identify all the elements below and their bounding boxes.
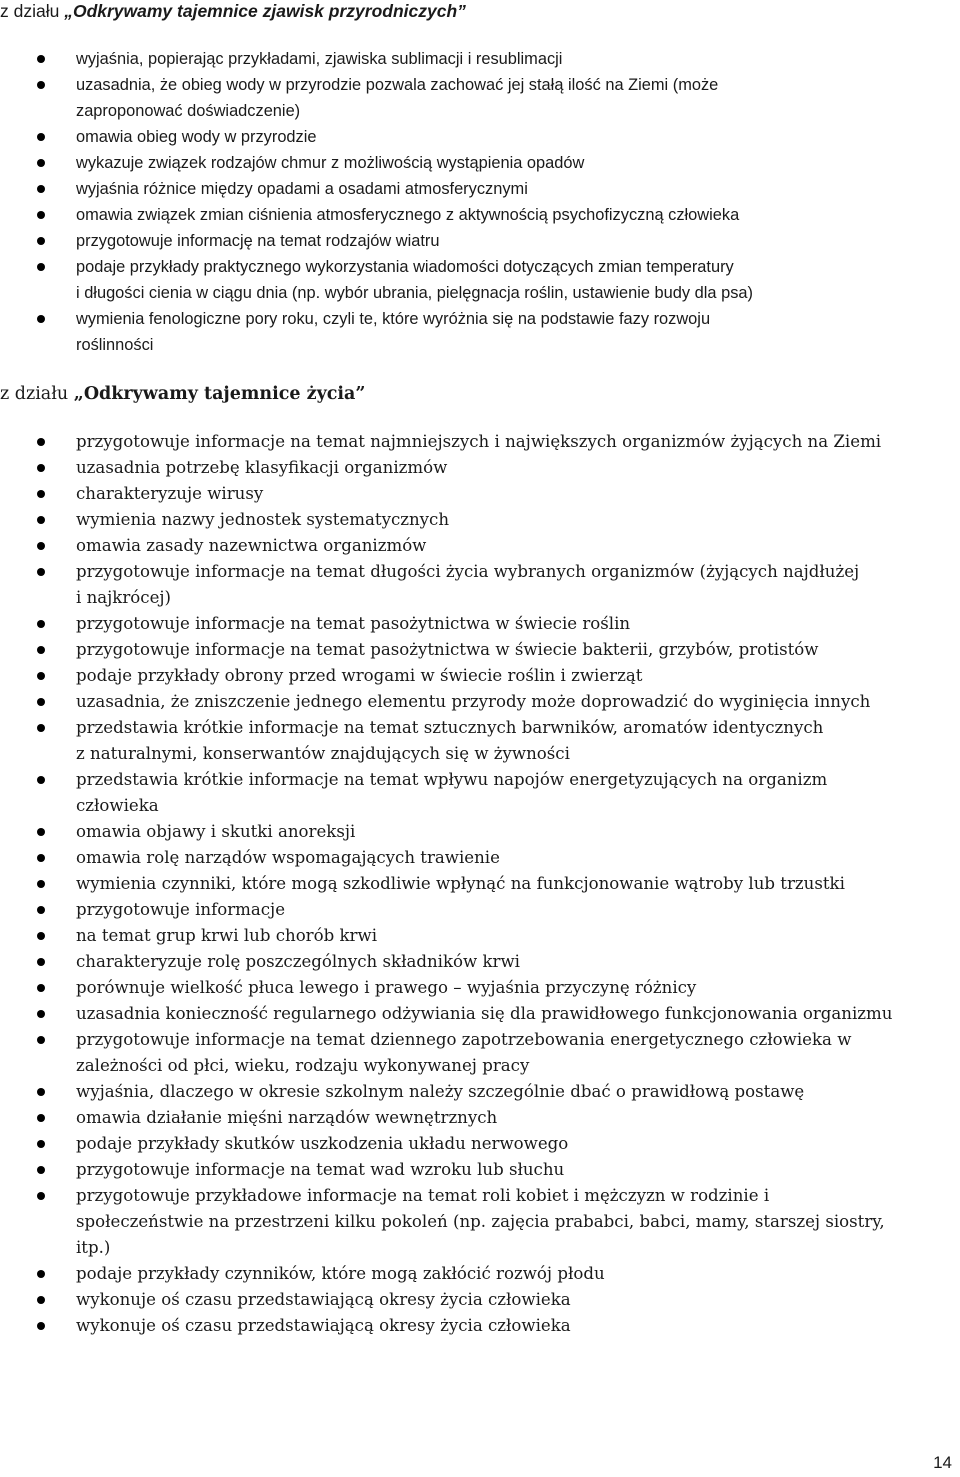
bullet-icon [37,1088,45,1096]
list-item-text: podaje przykłady praktycznego wykorzystania wiadomości dotyczących zmian temperatury i długości cienia w ciągu dnia (np. wybór ubrania, pielęgnacja roślin, ustawienie budy dla psa) [76,258,753,302]
bullet-icon [37,776,45,784]
list-item-text: wyjaśnia, popierając przykładami, zjawiska sublimacji i resublimacji [76,50,563,68]
bullet-list-natural-phenomena [0,46,960,358]
list-item [0,689,960,715]
bullet-icon [37,698,45,706]
list-item [0,819,960,845]
bullet-icon [37,1322,45,1330]
bullet-icon [37,568,45,576]
list-item-text: wymienia czynniki, które mogą szkodliwie wpłynąć na funkcjonowanie wątroby lub trzustki [76,874,845,893]
list-item-text: wykonuje oś czasu przedstawiającą okresy życia człowieka [76,1316,571,1335]
bullet-icon [37,464,45,472]
section-heading-title: „Odkrywamy tajemnice zjawisk przyrodniczych” [64,1,466,21]
bullet-icon [37,55,45,63]
list-item [0,871,960,897]
bullet-icon [37,1166,45,1174]
bullet-icon [37,1270,45,1278]
list-item [0,455,960,481]
section-heading-life [0,381,365,407]
section-heading-natural-phenomena [0,0,466,24]
list-item [0,46,960,72]
list-item [0,533,960,559]
list-item [0,897,960,923]
list-item [0,481,960,507]
list-item [0,176,960,202]
bullet-icon [37,159,45,167]
list-item-text: podaje przykłady skutków uszkodzenia układu nerwowego [76,1134,569,1153]
list-item [0,715,960,767]
bullet-icon [37,906,45,914]
bullet-icon [37,315,45,323]
page-number: 14 [933,1453,952,1472]
bullet-icon [37,958,45,966]
list-item [0,254,960,306]
bullet-icon [37,185,45,193]
list-item [0,923,960,949]
list-item-text: na temat grup krwi lub chorób krwi [76,926,378,945]
list-item [0,1079,960,1105]
list-item-text: omawia objawy i skutki anoreksji [76,822,356,841]
bullet-icon [37,1296,45,1304]
list-item [0,949,960,975]
list-item [0,845,960,871]
list-item-text: przygotowuje przykładowe informacje na temat roli kobiet i mężczyzn w rodzinie i społeczeństwie na przestrzeni kilku pokoleń (np. zajęcia prababci, babci, mamy, starszej siostry, itp.) [76,1186,885,1257]
bullet-icon [37,542,45,550]
bullet-icon [37,211,45,219]
list-item [0,228,960,254]
list-item-text: wymienia nazwy jednostek systematycznych [76,510,450,529]
bullet-list-life [0,429,960,1339]
section-heading-prefix: z działu [0,1,65,21]
list-item-text: uzasadnia, że zniszczenie jednego elementu przyrody może doprowadzić do wyginięcia innych [76,692,871,711]
list-item-text: przygotowuje informacje [76,900,286,919]
list-item [0,1131,960,1157]
list-item [0,767,960,819]
list-item [0,1183,960,1261]
bullet-icon [37,438,45,446]
bullet-icon [37,932,45,940]
list-item-text: omawia związek zmian ciśnienia atmosferycznego z aktywnością psychofizyczną człowieka [76,206,740,224]
list-item [0,124,960,150]
list-item-text: uzasadnia konieczność regularnego odżywiania się dla prawidłowego funkcjonowania organizmu [76,1004,893,1023]
list-item-text: porównuje wielkość płuca lewego i prawego – wyjaśnia przyczynę różnicy [76,978,697,997]
list-item-text: charakteryzuje rolę poszczególnych składników krwi [76,952,520,971]
bullet-icon [37,237,45,245]
list-item-text: uzasadnia potrzebę klasyfikacji organizmów [76,458,448,477]
list-item [0,150,960,176]
list-item [0,72,960,124]
list-item-text: wykazuje związek rodzajów chmur z możliwością wystąpienia opadów [76,154,585,172]
list-item-text: przygotowuje informacje na temat najmniejszych i największych organizmów żyjących na Ziemi [76,432,882,451]
list-item-text: wymienia fenologiczne pory roku, czyli te, które wyróżnia się na podstawie fazy rozwoju roślinności [76,310,711,354]
list-item-text: przygotowuje informacje na temat wad wzroku lub słuchu [76,1160,565,1179]
list-item [0,1105,960,1131]
list-item-text: omawia obieg wody w przyrodzie [76,128,317,146]
list-item-text: przygotowuje informacje na temat dziennego zapotrzebowania energetycznego człowieka w zależności od płci, wieku, rodzaju wykonywanej pracy [76,1030,852,1075]
list-item-text: podaje przykłady obrony przed wrogami w świecie roślin i zwierząt [76,666,643,685]
list-item-text: przedstawia krótkie informacje na temat wpływu napojów energetyzujących na organizm człowieka [76,770,828,815]
list-item-text: omawia rolę narządów wspomagających trawienie [76,848,500,867]
list-item [0,306,960,358]
bullet-icon [37,1036,45,1044]
bullet-icon [37,133,45,141]
list-item [0,663,960,689]
list-item [0,975,960,1001]
list-item [0,559,960,611]
bullet-icon [37,984,45,992]
bullet-icon [37,263,45,271]
bullet-icon [37,1140,45,1148]
list-item-text: wyjaśnia, dlaczego w okresie szkolnym należy szczególnie dbać o prawidłową postawę [76,1082,805,1101]
bullet-icon [37,1010,45,1018]
bullet-icon [37,880,45,888]
list-item-text: omawia zasady nazewnictwa organizmów [76,536,427,555]
list-item [0,1157,960,1183]
bullet-icon [37,828,45,836]
list-item-text: przygotowuje informacje na temat pasożytnictwa w świecie bakterii, grzybów, protistów [76,640,819,659]
list-item [0,202,960,228]
bullet-icon [37,1114,45,1122]
bullet-icon [37,724,45,732]
list-item-text: przedstawia krótkie informacje na temat sztucznych barwników, aromatów identycznych z naturalnymi, konserwantów znajdujących się w żywności [76,718,824,763]
list-item-text: omawia działanie mięśni narządów wewnętrznych [76,1108,498,1127]
list-item-text: podaje przykłady czynników, które mogą zakłócić rozwój płodu [76,1264,605,1283]
list-item [0,1001,960,1027]
list-item-text: wyjaśnia różnice między opadami a osadami atmosferycznymi [76,180,528,198]
bullet-icon [37,646,45,654]
bullet-icon [37,672,45,680]
bullet-icon [37,1192,45,1200]
bullet-icon [37,620,45,628]
list-item [0,637,960,663]
section-heading-title: „Odkrywamy tajemnice życia” [73,384,366,404]
list-item-text: wykonuje oś czasu przedstawiającą okresy życia człowieka [76,1290,571,1309]
bullet-icon [37,490,45,498]
list-item [0,611,960,637]
list-item-text: przygotowuje informacje na temat długości życia wybranych organizmów (żyjących najdłużej i najkrócej) [76,562,860,607]
list-item [0,1027,960,1079]
bullet-icon [37,516,45,524]
list-item-text: przygotowuje informacje na temat pasożytnictwa w świecie roślin [76,614,631,633]
bullet-icon [37,81,45,89]
section-heading-prefix: z działu [0,384,74,404]
list-item [0,1313,960,1339]
list-item [0,429,960,455]
list-item-text: przygotowuje informację na temat rodzajów wiatru [76,232,440,250]
list-item-text: charakteryzuje wirusy [76,484,264,503]
list-item [0,1261,960,1287]
bullet-icon [37,854,45,862]
list-item-text: uzasadnia, że obieg wody w przyrodzie pozwala zachować jej stałą ilość na Ziemi (może zaproponować doświadczenie) [76,76,719,120]
list-item [0,507,960,533]
list-item [0,1287,960,1313]
